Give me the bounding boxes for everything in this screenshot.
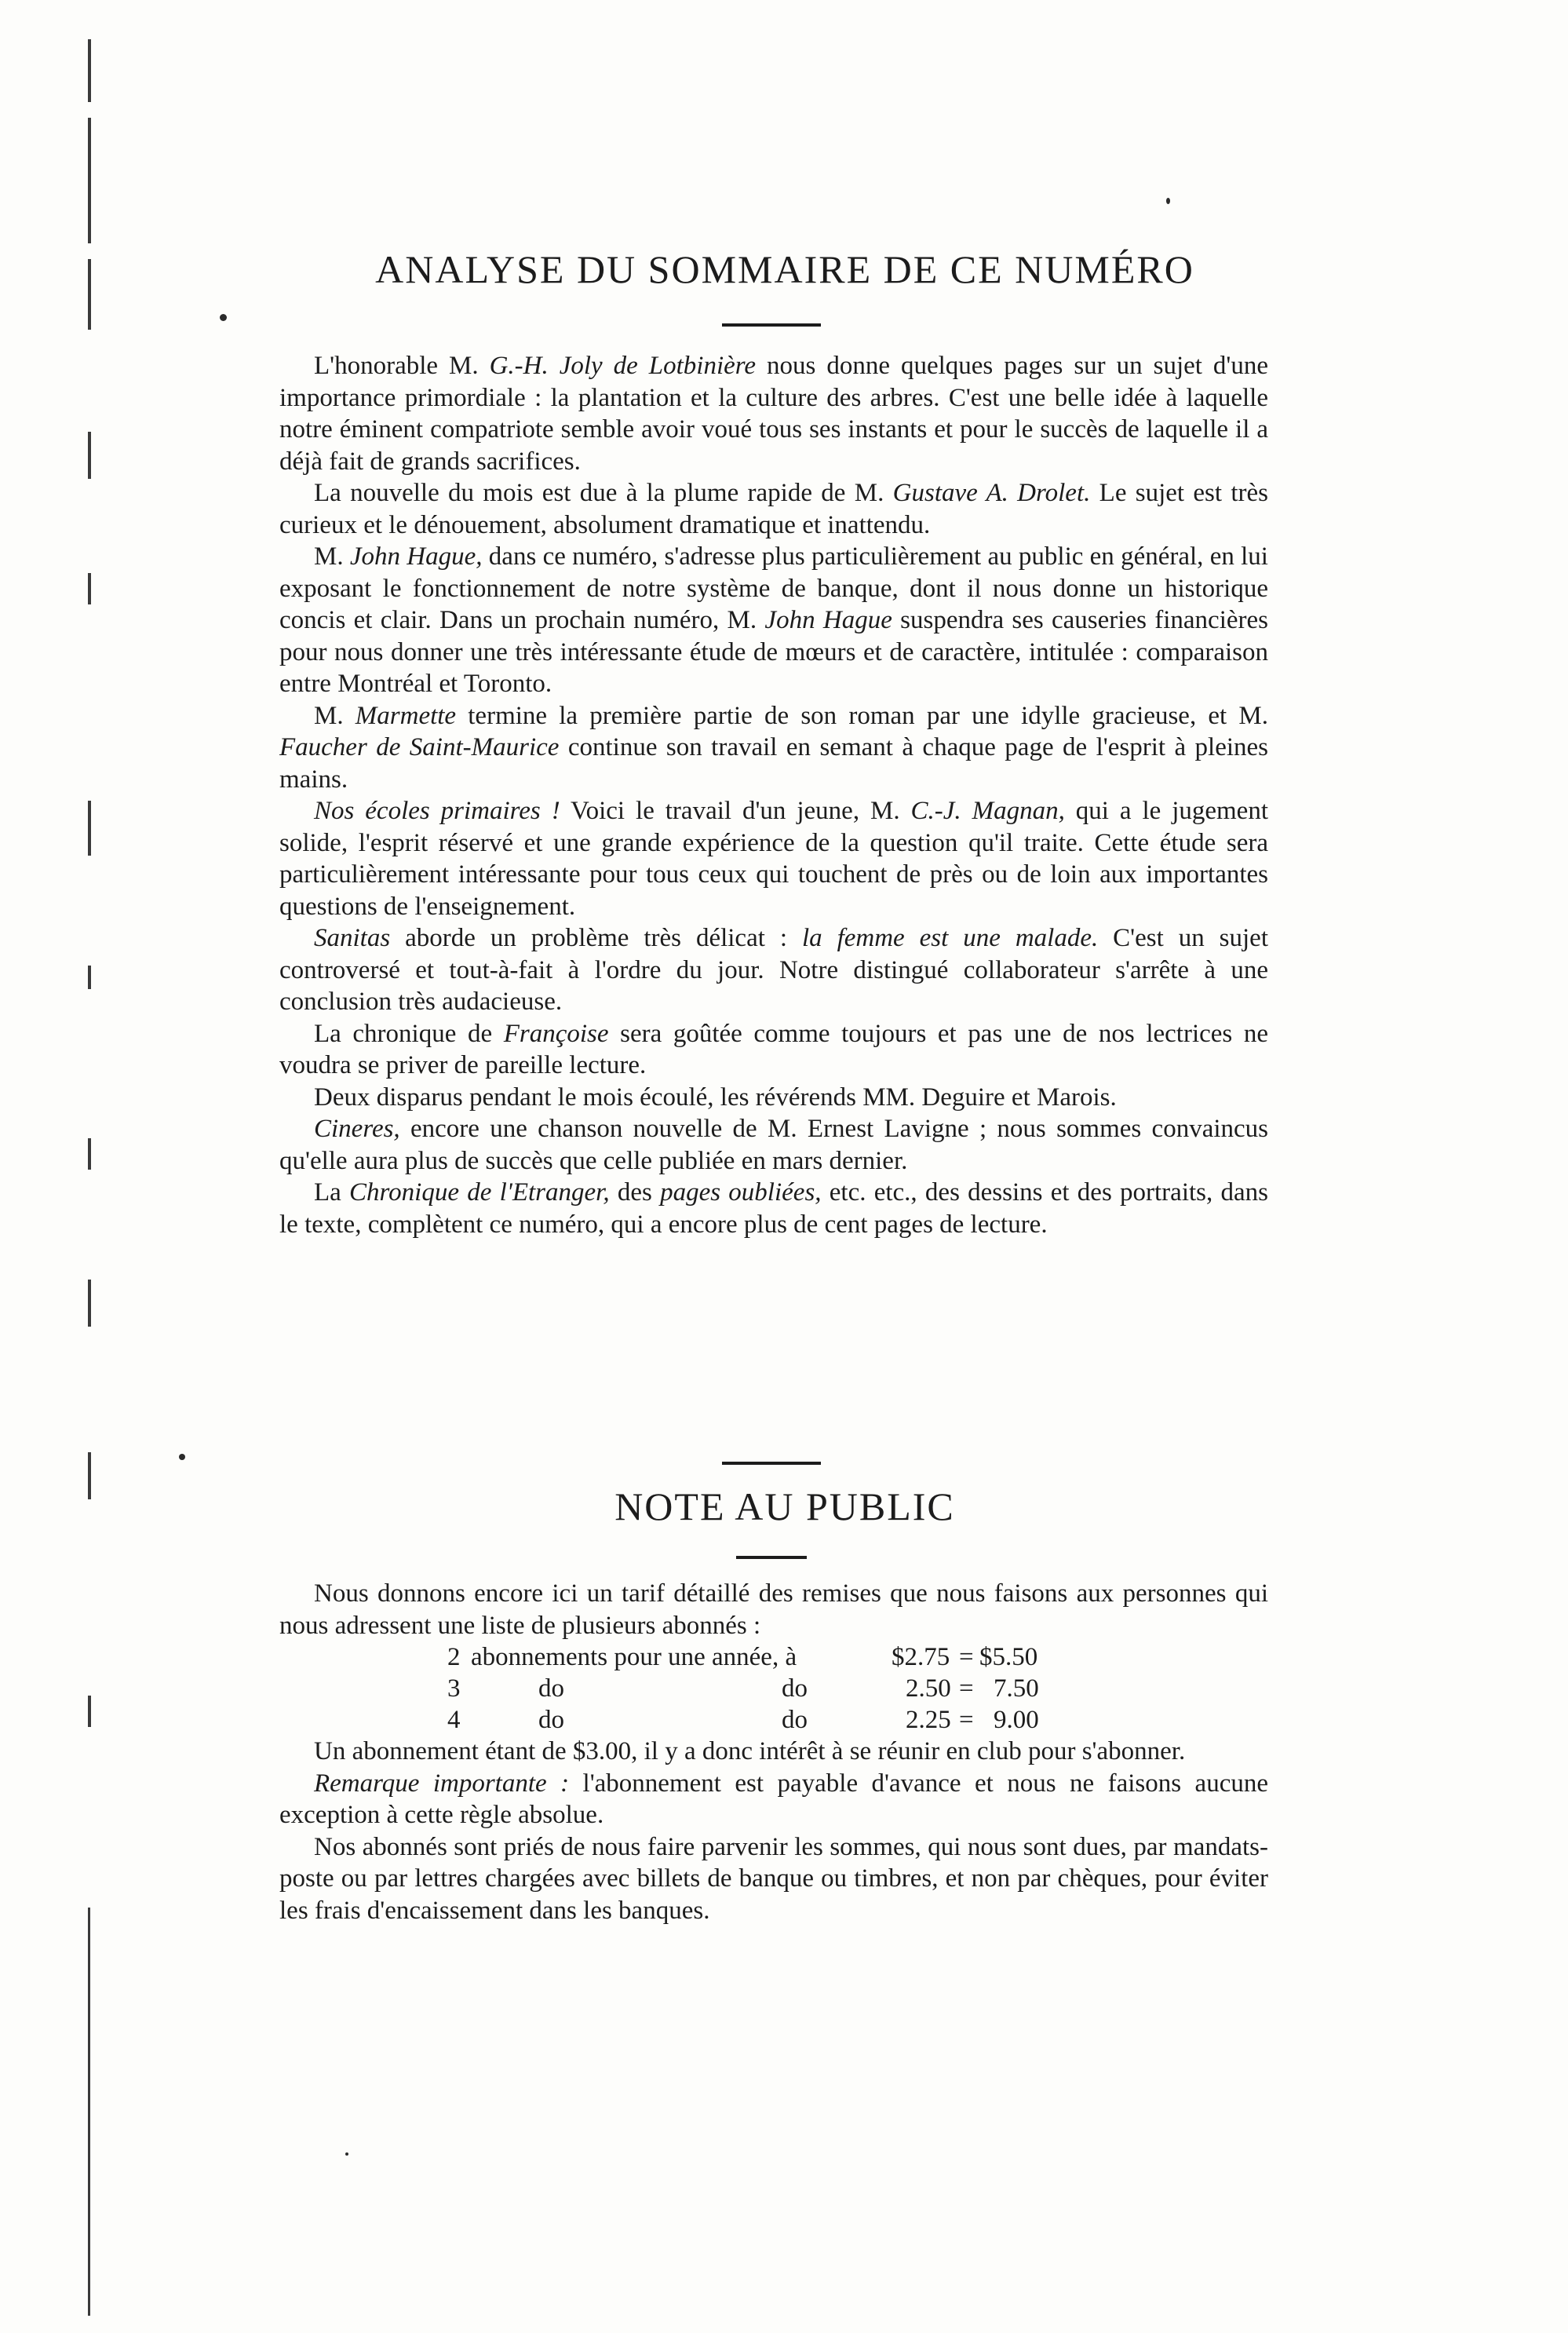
binding-edge-artifact [88, 24, 96, 2316]
paragraph: L'honorable M. G.-H. Joly de Lotbinière nous donne quelques pages sur un sujet d'une importance primordiale : la plantation et la culture des arbres. C'est une belle idée à laquelle notre éminent compatriote semble avoir voué tous ses instants et pour le succès de laquelle il a déjà fait de grands sacrifices. [279, 352, 1268, 476]
tarif-eq: = [959, 1674, 974, 1703]
paragraph: Cineres, encore une chanson nouvelle de M. Ernest Lavigne ; nous sommes convaincus qu'elle aura plus de succès que celle publiée en mars dernier. [279, 1115, 1268, 1175]
scan-speck [220, 314, 227, 321]
tarif-total: 9.00 [994, 1706, 1039, 1734]
tarif-row [279, 1704, 1268, 1736]
tarif-eq: = [959, 1706, 974, 1734]
paragraph: M. John Hague, dans ce numéro, s'adresse plus particulièrement au public en général, en lui exposant le fonctionnement de notre système de banque, dont il nous donne un historique concis et clair. Dans un prochain numéro, M. John Hague suspendra ses causeries financières pour nous donner une très intéressante étude de mœurs et de caractère, intitulée : comparaison entre Montréal et Toronto. [279, 542, 1268, 698]
tarif-label: abonnements pour une année, à [471, 1643, 797, 1671]
paragraph: La chronique de Françoise sera goûtée comme toujours et pas une de nos lectrices ne voudra se priver de pareille lecture. [279, 1019, 1268, 1079]
paragraph: La Chronique de l'Etranger, des pages oubliées, etc. etc., des dessins et des portraits, dans le texte, complètent ce numéro, qui a encore plus de cent pages de lecture. [279, 1178, 1268, 1239]
scan-speck [1166, 198, 1170, 204]
tarif-label: do [538, 1706, 564, 1734]
scan-speck [345, 2152, 348, 2156]
section-title-analyse: ANALYSE DU SOMMAIRE DE CE NUMÉRO [375, 247, 1194, 291]
tarif-price: 2.50 [906, 1674, 951, 1703]
paragraph: Sanitas aborde un problème très délicat : la femme est une malade. C'est un sujet controversé et tout-à-fait à l'ordre du jour. Notre distingué collaborateur s'arrête à une conclusion très audacieuse. [279, 924, 1268, 1016]
note-body [279, 1578, 1268, 1926]
tarif-total: $5.50 [979, 1643, 1038, 1671]
tarif-table [279, 1641, 1268, 1736]
tarif-total: 7.50 [994, 1674, 1039, 1703]
tarif-count: 2 [447, 1643, 461, 1671]
tarif-price: 2.25 [906, 1706, 951, 1734]
tarif-row [279, 1673, 1268, 1704]
tarif-label: do [538, 1674, 564, 1703]
tarif-price: $2.75 [892, 1643, 950, 1671]
section-title-note: NOTE AU PUBLIC [614, 1484, 955, 1528]
tarif-row [279, 1641, 1268, 1673]
tarif-count: 3 [447, 1674, 461, 1703]
paragraph: Nos écoles primaires ! Voici le travail d'un jeune, M. C.-J. Magnan, qui a le jugement solide, l'esprit réservé et une grande expérience de la question qu'il traite. Cette étude sera particulièrement intéressante pour tous ceux qui touchent de près ou de loin aux importantes questions de l'enseignement. [279, 797, 1269, 921]
paragraph: Un abonnement étant de $3.00, il y a donc intérêt à se réunir en club pour s'abonner. [314, 1737, 1186, 1765]
paragraph: Remarque importante : l'abonnement est payable d'avance et nous ne faisons aucune exception à cette règle absolue. [279, 1769, 1269, 1829]
tarif-label: do [782, 1706, 808, 1734]
scan-speck [179, 1454, 185, 1460]
title-rule [736, 1556, 807, 1559]
title-rule [722, 323, 821, 327]
paragraph: La nouvelle du mois est due à la plume rapide de M. Gustave A. Drolet. Le sujet est très curieux et le dénouement, absolument dramatique et inattendu. [279, 479, 1269, 539]
paragraph: Nos abonnés sont priés de nous faire parvenir les sommes, qui nous sont dues, par mandats-poste ou par lettres chargées avec billets de banque ou timbres, et non par chèques, pour éviter les frais d'encaissement dans les banques. [279, 1832, 1268, 1925]
paragraph: Nous donnons encore ici un tarif détaillé des remises que nous faisons aux personnes qui nous adressent une liste de plusieurs abonnés : [279, 1579, 1268, 1640]
section-rule [722, 1462, 821, 1465]
paragraph: Deux disparus pendant le mois écoulé, les révérends MM. Deguire et Marois. [314, 1083, 1117, 1112]
analyse-body [279, 350, 1268, 1240]
paragraph: M. Marmette termine la première partie de son roman par une idylle gracieuse, et M. Faucher de Saint-Maurice continue son travail en semant à chaque page de l'esprit à pleines mains. [279, 701, 1268, 794]
tarif-count: 4 [447, 1706, 461, 1734]
tarif-eq: = [959, 1643, 974, 1671]
tarif-label: do [782, 1674, 808, 1703]
